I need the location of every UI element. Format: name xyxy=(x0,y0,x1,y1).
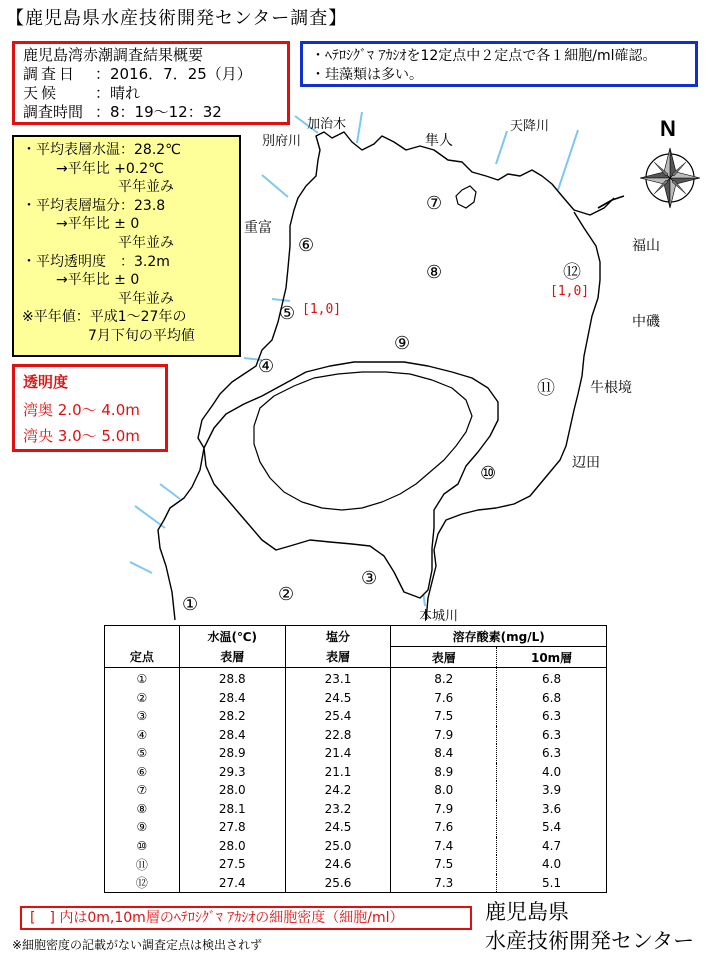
place-shigetomi: 重富 xyxy=(244,220,272,236)
table-cell-salinity: 25.4 xyxy=(285,707,391,726)
place-fukuyama: 福山 xyxy=(632,238,660,254)
station-2: ② xyxy=(278,584,295,605)
summary-key: 天候 xyxy=(23,84,60,102)
stat-temp-label: ・平均表層水温：28.2℃ xyxy=(22,142,181,158)
stat-temp-diff: →平年比 +0.2℃ xyxy=(56,160,164,177)
table-row xyxy=(105,818,607,837)
table-cell-do-surface: 7.5 xyxy=(391,855,497,874)
table-cell-station: ⑨ xyxy=(136,820,148,835)
stat-salinity-label: ・平均表層塩分：23.8 xyxy=(22,197,166,214)
place-kajiki: 加治木 xyxy=(307,117,347,132)
table-header-temp: 水温(℃) xyxy=(179,626,285,647)
observation-table xyxy=(104,625,607,893)
table-row xyxy=(105,855,607,874)
table-subheader-do-surface: 表層 xyxy=(391,647,497,668)
table-cell-do-10m: 5.1 xyxy=(497,874,607,893)
summary-value: ：晴れ xyxy=(95,84,141,102)
table-cell-salinity: 21.4 xyxy=(285,744,391,763)
table-subheader-temp-surface: 表層 xyxy=(179,647,285,668)
summary-row-time xyxy=(23,103,279,122)
station-11: ⑪ xyxy=(537,378,555,399)
table-row xyxy=(105,689,607,708)
place-amori-river: 天降川 xyxy=(510,119,550,134)
table-cell-station: ⑤ xyxy=(136,746,148,761)
summary-key: 調査日 xyxy=(23,65,78,83)
table-header-blank xyxy=(105,626,180,647)
table-cell-station: ⑥ xyxy=(136,764,148,779)
summary-value: ：8：19～12：32 xyxy=(95,103,222,121)
stat-transparency-diff: →平年比 ± 0 xyxy=(56,272,140,289)
table-cell-temp: 28.4 xyxy=(179,689,285,708)
table-cell-station: ⑩ xyxy=(136,838,148,853)
table-cell-salinity: 24.6 xyxy=(285,855,391,874)
river-shigetomi xyxy=(262,175,288,197)
table-cell-salinity: 24.2 xyxy=(285,781,391,800)
station-6: ⑥ xyxy=(298,235,315,256)
table-cell-do-surface: 7.6 xyxy=(391,689,497,708)
transparency-title: 透明度 xyxy=(23,373,69,391)
table-cell-do-10m: 5.4 xyxy=(497,818,607,837)
table-cell-salinity: 24.5 xyxy=(285,818,391,837)
river-east xyxy=(558,130,578,190)
table-cell-do-surface: 7.9 xyxy=(391,800,497,819)
summary-heading: 鹿児島湾赤潮調査結果概要 xyxy=(23,46,204,64)
organization-name xyxy=(485,898,694,956)
station-10: ⑩ xyxy=(480,463,497,484)
table-cell-station: ③ xyxy=(136,709,148,724)
table-cell-temp: 27.8 xyxy=(179,818,285,837)
table-row xyxy=(105,800,607,819)
table-row xyxy=(105,763,607,782)
stat-salinity-note: 平年並み xyxy=(118,234,174,251)
table-cell-do-10m: 6.8 xyxy=(497,689,607,708)
table-row xyxy=(105,874,607,893)
table-cell-temp: 28.0 xyxy=(179,837,285,856)
table-row xyxy=(105,668,607,689)
summary-row-date xyxy=(23,65,279,84)
footnote: ※細胞密度の記載がない調査定点は検出されず xyxy=(12,938,263,952)
compass-rose xyxy=(640,148,700,208)
average-stats-box xyxy=(12,135,241,357)
river-sw-3 xyxy=(130,562,152,573)
table-row xyxy=(105,744,607,763)
table-cell-do-surface: 7.9 xyxy=(391,726,497,745)
stat-temp-note: 平年並み xyxy=(118,179,174,196)
table-row xyxy=(105,726,607,745)
summary-row-weather xyxy=(23,84,279,103)
table-cell-do-surface: 7.6 xyxy=(391,818,497,837)
density-station-12: [1,0] xyxy=(550,284,590,299)
table-cell-do-10m: 6.3 xyxy=(497,707,607,726)
table-cell-salinity: 23.1 xyxy=(285,668,391,689)
transparency-central-bay: 湾央 3.0～ 5.0m xyxy=(23,427,140,445)
table-cell-temp: 27.4 xyxy=(179,874,285,893)
place-nakaiso: 中磯 xyxy=(632,314,660,330)
station-3: ③ xyxy=(361,568,378,589)
table-cell-do-surface: 7.5 xyxy=(391,707,497,726)
table-cell-do-10m: 4.7 xyxy=(497,837,607,856)
table-cell-station: ① xyxy=(136,672,148,687)
table-cell-do-10m: 6.8 xyxy=(497,668,607,689)
table-cell-do-surface: 8.9 xyxy=(391,763,497,782)
table-header-station: 定点 xyxy=(105,647,180,668)
table-cell-do-surface: 8.0 xyxy=(391,781,497,800)
place-beppu-river: 別府川 xyxy=(262,134,302,149)
station-12: ⑫ xyxy=(563,262,581,283)
station-8: ⑧ xyxy=(426,262,443,283)
table-cell-do-surface: 8.4 xyxy=(391,744,497,763)
findings-notes-box xyxy=(300,41,698,87)
station-9: ⑨ xyxy=(394,333,411,354)
fukuyama-cape xyxy=(598,196,624,208)
table-cell-salinity: 25.6 xyxy=(285,874,391,893)
table-cell-do-10m: 6.3 xyxy=(497,726,607,745)
density-station-5: [1,0] xyxy=(302,302,342,317)
table-cell-salinity: 21.1 xyxy=(285,763,391,782)
org-line-2: 水産技術開発センター xyxy=(485,929,695,953)
normal-value-note-2: 7月下旬の平均値 xyxy=(88,327,195,344)
stat-transparency-label: ・平均透明度 ：3.2m xyxy=(22,253,170,270)
table-row xyxy=(105,781,607,800)
table-cell-do-surface: 8.2 xyxy=(391,668,497,689)
table-cell-station: ⑪ xyxy=(135,857,148,872)
station-5: ⑤ xyxy=(279,303,296,324)
table-cell-do-10m: 3.9 xyxy=(497,781,607,800)
place-hayato: 隼人 xyxy=(425,133,453,149)
table-cell-do-10m: 4.0 xyxy=(497,763,607,782)
stat-transparency-note: 平年並み xyxy=(118,290,174,307)
table-cell-station: ⑦ xyxy=(136,783,148,798)
table-cell-salinity: 23.2 xyxy=(285,800,391,819)
table-cell-station: ⑧ xyxy=(136,801,148,816)
table-cell-do-surface: 7.4 xyxy=(391,837,497,856)
river-kajiki xyxy=(357,112,362,143)
table-body xyxy=(105,668,607,893)
river-west-1 xyxy=(272,299,290,301)
note-heterosigma: ・ﾍﾃﾛｼｸﾞﾏ ｱｶｼｵを12定点中２定点で各１細胞/ml確認。 xyxy=(311,48,657,64)
table-cell-temp: 28.0 xyxy=(179,781,285,800)
density-legend: [ ] 内は0m,10m層のﾍﾃﾛｼｸﾞﾏ ｱｶｼｵの細胞密度（細胞/ml） xyxy=(20,906,472,930)
summary-value: ：2016．7．25（月） xyxy=(95,65,252,83)
table-cell-do-surface: 7.3 xyxy=(391,874,497,893)
table-header-do: 溶存酸素(mg/L) xyxy=(391,626,607,647)
table-cell-temp: 28.8 xyxy=(179,668,285,689)
table-cell-salinity: 25.0 xyxy=(285,837,391,856)
station-1: ① xyxy=(182,594,199,615)
place-honjo-river: 本城川 xyxy=(419,609,459,624)
table-subheader-do-10m: 10m層 xyxy=(497,647,607,668)
river-sw-1 xyxy=(160,484,180,499)
survey-summary-box xyxy=(12,41,290,125)
table-cell-salinity: 24.5 xyxy=(285,689,391,708)
place-hetta: 辺田 xyxy=(572,455,600,471)
org-line-1: 鹿児島県 xyxy=(485,900,569,924)
stat-salinity-diff: →平年比 ± 0 xyxy=(56,216,140,233)
table-header-salinity: 塩分 xyxy=(285,626,391,647)
table-cell-temp: 28.4 xyxy=(179,726,285,745)
table-cell-do-10m: 4.0 xyxy=(497,855,607,874)
table-cell-do-10m: 3.6 xyxy=(497,800,607,819)
table-subheader-sal-surface: 表層 xyxy=(285,647,391,668)
compass-north-label: N xyxy=(660,116,676,141)
table-cell-temp: 29.3 xyxy=(179,763,285,782)
table-cell-do-10m: 6.3 xyxy=(497,744,607,763)
table-cell-salinity: 22.8 xyxy=(285,726,391,745)
table-row xyxy=(105,707,607,726)
table-cell-station: ② xyxy=(136,690,148,705)
normal-value-note: ※平年値：平成1～27年の xyxy=(22,309,187,326)
table-cell-temp: 27.5 xyxy=(179,855,285,874)
note-diatoms: ・珪藻類は多い。 xyxy=(311,67,423,83)
place-ushinezakai: 牛根境 xyxy=(590,380,632,396)
page-title: 【鹿児島県水産技術開発センター調査】 xyxy=(6,8,348,29)
table-cell-station: ⑫ xyxy=(135,876,148,891)
station-4: ④ xyxy=(258,356,275,377)
table-cell-temp: 28.2 xyxy=(179,707,285,726)
transparency-box xyxy=(12,364,168,452)
table-row xyxy=(105,837,607,856)
summary-key: 調査時間 xyxy=(23,103,84,121)
table-cell-station: ④ xyxy=(136,727,148,742)
table-cell-temp: 28.1 xyxy=(179,800,285,819)
table-cell-temp: 28.9 xyxy=(179,744,285,763)
station-7: ⑦ xyxy=(426,193,443,214)
transparency-inner-bay: 湾奥 2.0～ 4.0m xyxy=(23,401,140,419)
small-island xyxy=(456,186,476,208)
river-amori xyxy=(496,131,507,164)
